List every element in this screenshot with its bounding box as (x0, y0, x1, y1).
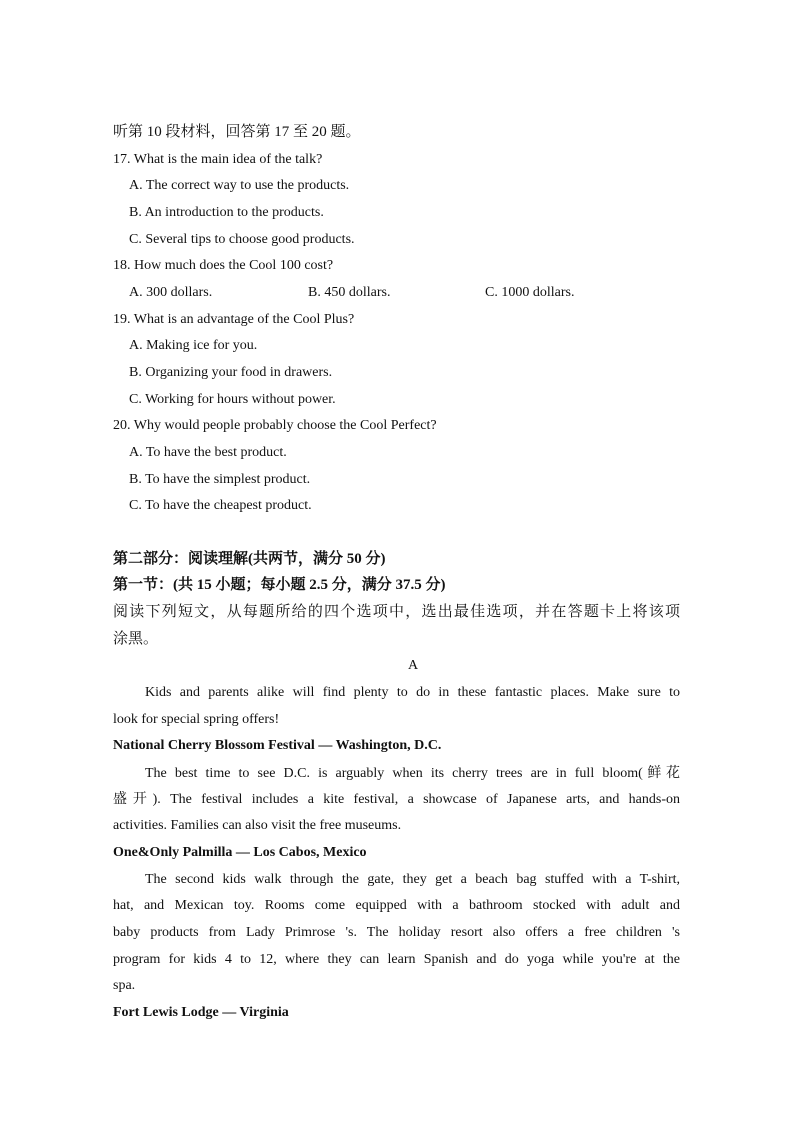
question-18-option-c: C. 1000 dollars. (485, 285, 575, 300)
place-text-line: 盛开). The festival includes a kite festival, a showcase of Japanese arts, and hands-on (113, 792, 680, 807)
place-text-line: program for kids 4 to 12, where they can learn Spanish and do yoga while you're at the (113, 952, 680, 967)
passage-intro-line-2: look for special spring offers! (113, 712, 280, 727)
instructions-line-2: 涂黑。 (113, 631, 159, 647)
question-18-option-b: B. 450 dollars. (308, 285, 391, 300)
listening-intro: 听第 10 段材料，回答第 17 至 20 题。 (113, 124, 361, 140)
place-text-line: The second kids walk through the gate, they get a beach bag stuffed with a T-shirt, (145, 872, 680, 887)
question-20-option-b: B. To have the simplest product. (129, 472, 311, 487)
question-19-stem: 19. What is an advantage of the Cool Plus? (113, 312, 355, 327)
place-heading-palmilla: One&Only Palmilla — Los Cabos, Mexico (113, 845, 367, 860)
question-19-option-c: C. Working for hours without power. (129, 392, 336, 407)
question-17-option-b: B. An introduction to the products. (129, 205, 324, 220)
place-heading-fort-lewis: Fort Lewis Lodge — Virginia (113, 1005, 289, 1020)
place-text-line: spa. (113, 978, 136, 993)
question-17-option-a: A. The correct way to use the products. (129, 178, 350, 193)
passage-intro-line-1: Kids and parents alike will find plenty to do in these fantastic places. Make sure to (145, 685, 680, 700)
place-text-line: baby products from Lady Primrose 's. The holiday resort also offers a free children 's (113, 925, 680, 940)
place-text-line: activities. Families can also visit the free museums. (113, 818, 402, 833)
question-19-option-b: B. Organizing your food in drawers. (129, 365, 333, 380)
part-title: 第二部分：阅读理解(共两节，满分 50 分) (113, 551, 386, 567)
question-20-option-c: C. To have the cheapest product. (129, 498, 312, 513)
question-17-stem: 17. What is the main idea of the talk? (113, 152, 323, 167)
place-heading-cherry-blossom: National Cherry Blossom Festival — Washington, D.C. (113, 738, 442, 753)
question-19-option-a: A. Making ice for you. (129, 338, 258, 353)
question-18-stem: 18. How much does the Cool 100 cost? (113, 258, 334, 273)
question-18-option-a: A. 300 dollars. (129, 285, 213, 300)
instructions-line-1: 阅读下列短文，从每题所给的四个选项中，选出最佳选项，并在答题卡上将该项 (113, 604, 680, 620)
place-text-line: The best time to see D.C. is arguably when its cherry trees are in full bloom(鲜花 (145, 766, 680, 781)
question-20-stem: 20. Why would people probably choose the Cool Perfect? (113, 418, 437, 433)
passage-label: A (407, 658, 419, 673)
question-17-option-c: C. Several tips to choose good products. (129, 232, 355, 247)
place-text-line: hat, and Mexican toy. Rooms come equipped with a bathroom stocked with adult and (113, 898, 680, 913)
section-title: 第一节：(共 15 小题；每小题 2.5 分，满分 37.5 分) (113, 577, 446, 593)
question-20-option-a: A. To have the best product. (129, 445, 287, 460)
